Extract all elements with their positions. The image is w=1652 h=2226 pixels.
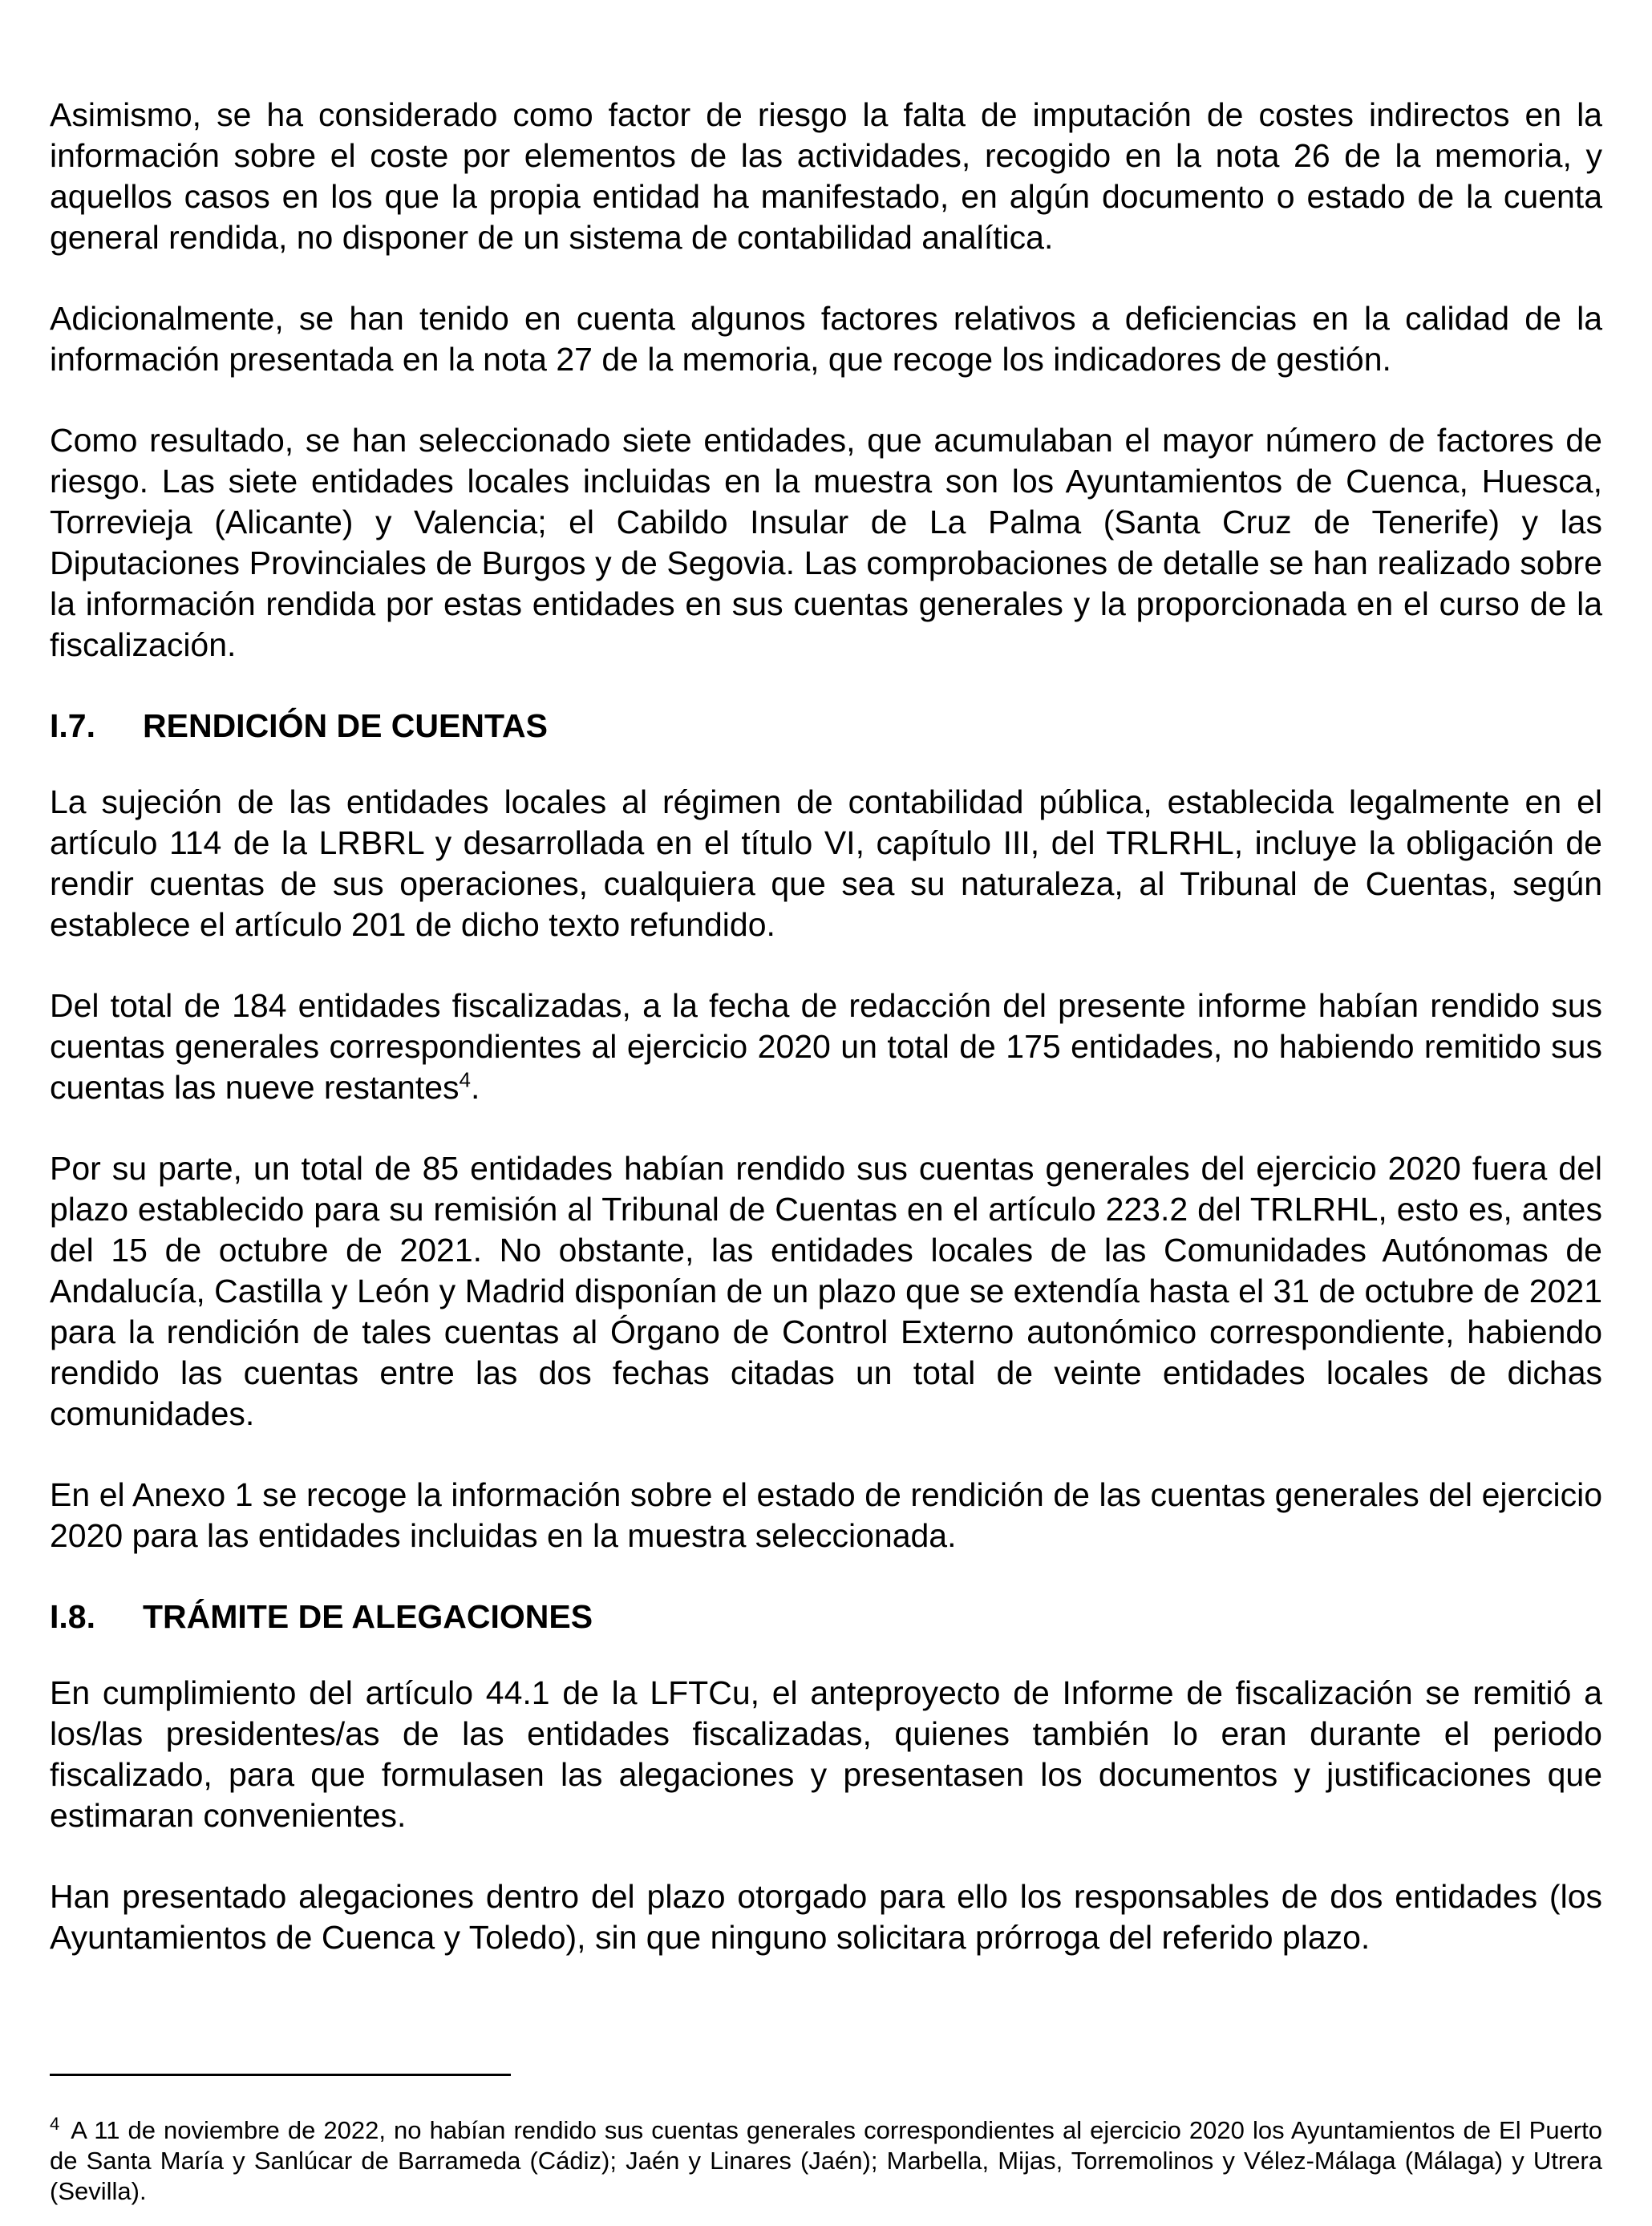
paragraph-text: Del total de 184 entidades fiscalizadas, a la fecha de redacción del presente informe habían rendido sus cuentas generales correspondientes al ejercicio 2020 un total de 175 entidades, no habiendo remitido sus cuentas las nueve restantes [50, 987, 1602, 1106]
section-heading-alegaciones [50, 1597, 1602, 1637]
paragraph-end: . [471, 1069, 480, 1106]
section-number: I.7. [50, 707, 95, 744]
section-title: TRÁMITE DE ALEGACIONES [143, 1598, 593, 1635]
paragraph-draft-report: En cumplimiento del artículo 44.1 de la LFTCu, el anteproyecto de Informe de fiscalización se remitió a los/las presidentes/as de las entidades fiscalizadas, quienes también lo eran durante el periodo fiscalizado, para que formulasen las alegaciones y presentasen los documentos y justificaciones que estimaran convenientes. [50, 1674, 1602, 1834]
paragraph-risk-factors: Asimismo, se ha considerado como factor de riesgo la falta de imputación de costes indirectos en la información sobre el coste por elementos de las actividades, recogido en la nota 26 de la memoria, y aquellos casos en los que la propia entidad ha manifestado, en algún documento o estado de la cuenta general rendida, no disponer de un sistema de contabilidad analítica. [50, 96, 1602, 256]
paragraph-entities-rendered [50, 986, 1602, 1108]
footnote-reference[interactable]: 4 [459, 1067, 472, 1092]
footnote-number: 4 [50, 2113, 60, 2134]
paragraph-late-submission: Por su parte, un total de 85 entidades habían rendido sus cuentas generales del ejercicio 2020 fuera del plazo establecido para su remisión al Tribunal de Cuentas en el artículo 223.2 del TRLRHL, esto es, antes del 15 de octubre de 2021. No obstante, las entidades locales de las Comunidades Autónomas de Andalucía, Castilla y León y Madrid disponían de un plazo que se extendía hasta el 31 de octubre de 2021 para la rendición de tales cuentas al Órgano de Control Externo autonómico correspondiente, habiendo rendido las cuentas entre las dos fechas citadas un total de veinte entidades locales de dichas comunidades. [50, 1150, 1602, 1432]
paragraph-annex-reference: En el Anexo 1 se recoge la información sobre el estado de rendición de las cuentas generales del ejercicio 2020 para las entidades incluidas en la muestra seleccionada. [50, 1476, 1602, 1554]
footnote-text: A 11 de noviembre de 2022, no habían rendido sus cuentas generales correspondientes al ejercicio 2020 los Ayuntamientos de El Puerto de Santa María y Sanlúcar de Barrameda (Cádiz); Jaén y Linares (Jaén); Marbella, Mijas, Torremolinos y Vélez-Málaga (Málaga) y Utrera (Sevilla). [50, 2116, 1602, 2205]
document-page [50, 95, 1602, 1998]
footnote [50, 2115, 1602, 2207]
section-heading-rendicion [50, 706, 1602, 747]
paragraph-allegations-submitted: Han presentado alegaciones dentro del plazo otorgado para ello los responsables de dos entidades (los Ayuntamientos de Cuenca y Toledo), sin que ninguno solicitara prórroga del referido plazo. [50, 1878, 1602, 1956]
footnote-divider [50, 2074, 511, 2076]
paragraph-legal-obligation: La sujeción de las entidades locales al régimen de contabilidad pública, establecida legalmente en el artículo 114 de la LRBRL y desarrollada en el título VI, capítulo III, del TRLRHL, incluye la obligación de rendir cuentas de sus operaciones, cualquiera que sea su naturaleza, al Tribunal de Cuentas, según establece el artículo 201 de dicho texto refundido. [50, 783, 1602, 943]
paragraph-quality-factors: Adicionalmente, se han tenido en cuenta algunos factores relativos a deficiencias en la calidad de la información presentada en la nota 27 de la memoria, que recoge los indicadores de gestión. [50, 300, 1602, 378]
section-number: I.8. [50, 1598, 95, 1635]
section-title: RENDICIÓN DE CUENTAS [143, 707, 548, 744]
paragraph-sample-selection: Como resultado, se han seleccionado siete entidades, que acumulaban el mayor número de factores de riesgo. Las siete entidades locales incluidas en la muestra son los Ayuntamientos de Cuenca, Huesca, Torrevieja (Alicante) y Valencia; el Cabildo Insular de La Palma (Santa Cruz de Tenerife) y las Diputaciones Provinciales de Burgos y de Segovia. Las comprobaciones de detalle se han realizado sobre la información rendida por estas entidades en sus cuentas generales y la proporcionada en el curso de la fiscalización. [50, 422, 1602, 663]
